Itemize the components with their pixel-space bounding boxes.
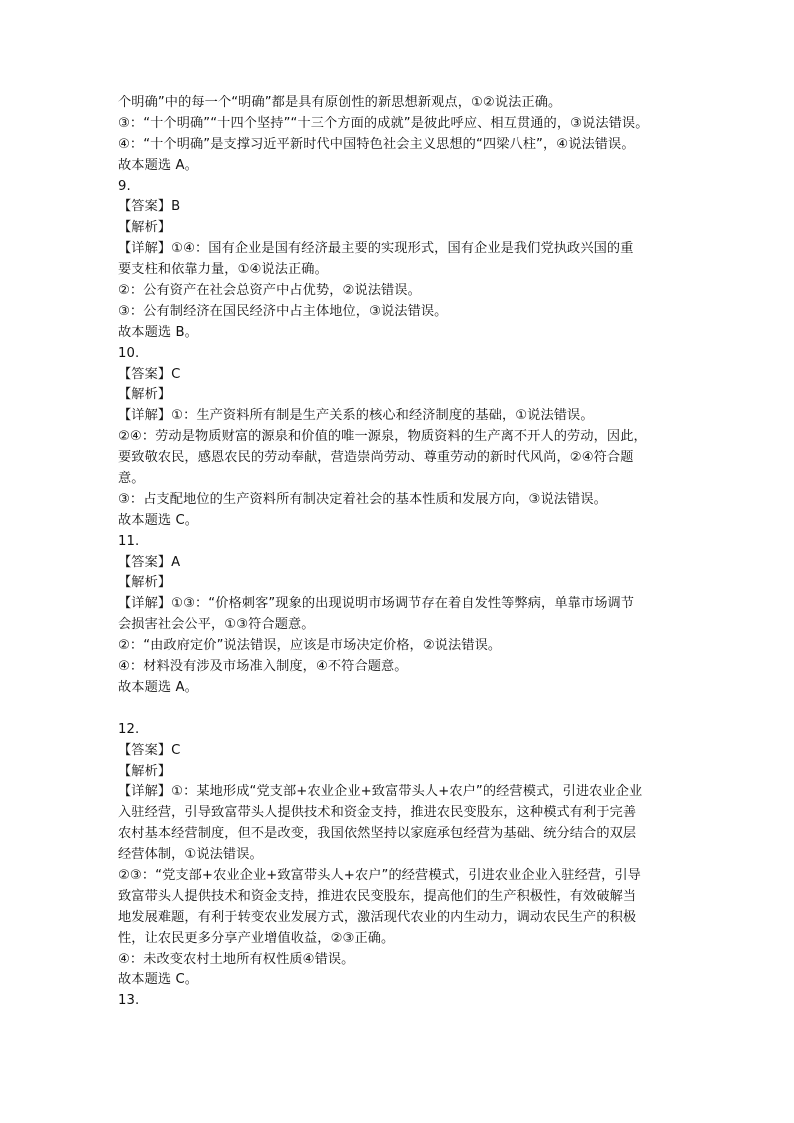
text-line: ②：“由政府定价”说法错误，应该是市场决定价格，②说法错误。 (118, 638, 502, 654)
text-line: 地发展难题，有利于转变农业发展方式，激活现代农业的内生动力，调动农民生产的积极 (118, 909, 637, 925)
text-line: 要支柱和依靠力量，①④说法正确。 (118, 262, 328, 278)
text-line: ③：公有制经济在国民经济中占主体地位，③说法错误。 (118, 303, 448, 319)
text-line: ②③：“党支部+农业企业+致富带头人+农户”的经营模式，引进农业企业入驻经营，引导 (118, 867, 641, 883)
text-line: 要致敬农民，感恩农民的劳动奉献，营造崇尚劳动、尊重劳动的新时代风尚，②④符合题 (118, 450, 634, 466)
answer-text-body (118, 93, 678, 1012)
text-line: 故本题选 A。 (118, 157, 198, 173)
text-line: 个明确”中的每一个“明确”都是具有原创性的新思想新观点，①②说法正确。 (118, 95, 562, 110)
text-line: 【详解】①④：国有企业是国有经济最主要的实现形式，国有企业是我们党执政兴国的重 (118, 241, 634, 257)
text-line: ④：“十个明确”是支撑习近平新时代中国特色社会主义思想的“四梁八柱”，④说法错误。 (118, 136, 635, 152)
text-line: ④：材料没有涉及市场准入制度，④不符合题意。 (118, 659, 408, 675)
text-line: ②：公有资产在社会总资产中占优势，②说法错误。 (118, 283, 421, 299)
text-line: 性，让农民更多分享产业增值收益，②③正确。 (118, 930, 395, 946)
text-line: 故本题选 B。 (118, 324, 198, 340)
text-line: 【详解】①：生产资料所有制是生产关系的核心和经济制度的基础，①说法错误。 (118, 408, 594, 424)
text-line: ④：未改变农村土地所有权性质④错误。 (118, 951, 355, 967)
text-line: 经营体制，①说法错误。 (118, 847, 263, 863)
question-number: 9. (118, 178, 131, 194)
text-line: 致富带头人提供技术和资金支持，推进农民变股东，提高他们的生产积极性，有效破解当 (118, 888, 637, 904)
text-line: 会损害社会公平，①③符合题意。 (118, 617, 315, 633)
blank-line (118, 699, 678, 720)
answer-label: 【答案】A (118, 554, 181, 570)
analysis-label: 【解析】 (118, 387, 172, 403)
text-line: ②④：劳动是物质财富的源泉和价值的唯一源泉，物质资料的生产离不开人的劳动，因此， (118, 429, 647, 445)
text-line: 【详解】①：某地形成“党支部+农业企业+致富带头人+农户”的经营模式，引进农业企业 (118, 784, 643, 800)
answer-label: 【答案】C (118, 366, 181, 382)
text-line: 故本题选 C。 (118, 512, 199, 528)
text-line: ③：占支配地位的生产资料所有制决定着社会的基本性质和发展方向，③说法错误。 (118, 491, 607, 507)
text-line: 故本题选 C。 (118, 972, 199, 988)
text-line: 【详解】①③：“价格刺客”现象的出现说明市场调节存在着自发性等弊病，单靠市场调节 (118, 596, 635, 612)
question-number: 13. (118, 993, 140, 1009)
text-line: 故本题选 A。 (118, 679, 198, 695)
text-line: 意。 (118, 471, 145, 487)
text-line: 入驻经营，引导致富带头人提供技术和资金支持，推进农民变股东，这种模式有利于完善 (118, 805, 637, 821)
question-number: 12. (118, 721, 140, 737)
analysis-label: 【解析】 (118, 575, 172, 591)
text-line: ③：“十个明确”“十四个坚持”“十三个方面的成就”是彼此呼应、相互贯通的，③说法错误。 (118, 115, 649, 131)
analysis-label: 【解析】 (118, 763, 172, 779)
analysis-label: 【解析】 (118, 220, 172, 236)
answer-label: 【答案】C (118, 742, 181, 758)
question-number: 11. (118, 533, 140, 549)
answer-label: 【答案】B (118, 199, 181, 215)
text-line: 农村基本经营制度，但不是改变，我国依然坚持以家庭承包经营为基础、统分结合的双层 (118, 826, 637, 842)
question-number: 10. (118, 345, 140, 361)
